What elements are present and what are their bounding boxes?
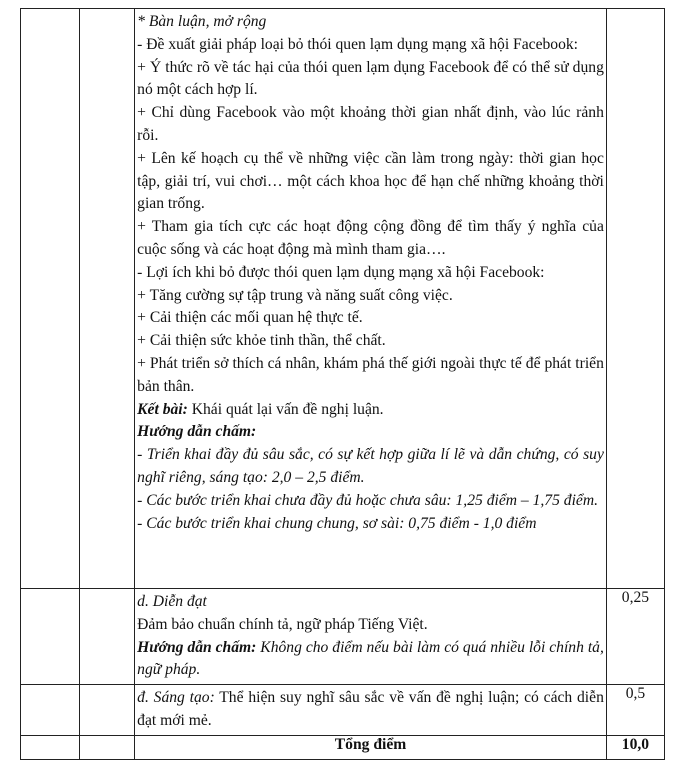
conclusion-line xyxy=(137,399,604,422)
grading-guide-line: - Triển khai đầy đủ sâu sắc, có sự kết hợp giữa lí lẽ và dẫn chứng, có suy nghĩ riêng, sáng tạo: 2,0 – 2,5 điểm. xyxy=(137,446,604,486)
rubric-line: + Phát triển sở thích cá nhân, khám phá thế giới ngoài thực tế để phát triển bản thân. xyxy=(137,354,604,395)
grading-rubric-table xyxy=(20,8,665,760)
conclusion-text: Khái quát lại vấn đề nghị luận. xyxy=(187,400,384,418)
section-title: d. Diễn đạt xyxy=(137,593,207,610)
score-value: 0,25 xyxy=(606,589,664,685)
score-value: 0,5 xyxy=(606,685,664,736)
rubric-row-expression xyxy=(21,589,665,685)
conclusion-label: Kết bài: xyxy=(137,400,188,418)
empty-cell xyxy=(80,589,135,685)
score-cell xyxy=(606,9,664,589)
empty-cell xyxy=(80,735,135,759)
grading-guide-heading: Hướng dẫn chấm: xyxy=(137,423,257,441)
section-title: đ. Sáng tạo: xyxy=(137,689,215,707)
content-cell xyxy=(135,9,607,589)
total-label: Tổng điểm xyxy=(135,735,607,759)
grading-guide-label: Hướng dẫn chấm: xyxy=(137,638,257,656)
empty-cell xyxy=(21,589,80,685)
rubric-row-creativity xyxy=(21,685,665,736)
rubric-line: + Lên kế hoạch cụ thể về những việc cần làm trong ngày: thời gian học tập, giải trí, vui chơi… một cách khoa học để hạn chế những khoảng thời gian trống. xyxy=(137,149,604,213)
grading-guide-line: - Các bước triển khai chưa đầy đủ hoặc chưa sâu: 1,25 điểm – 1,75 điểm. xyxy=(137,491,599,509)
empty-cell xyxy=(80,685,135,736)
total-score: 10,0 xyxy=(606,735,664,759)
rubric-row-discussion xyxy=(21,9,665,589)
grading-guide-line xyxy=(137,637,604,683)
section-line xyxy=(137,687,604,733)
content-cell xyxy=(135,685,607,736)
rubric-line: + Ý thức rõ về tác hại của thói quen lạm dụng Facebook để có thể sử dụng nó một cách hợp lí. xyxy=(137,58,604,99)
section-text: Thể hiện suy nghĩ sâu sắc về vấn đề nghị luận; có cách diễn đạt mới mẻ. xyxy=(137,689,604,729)
grading-guide-line: - Các bước triển khai chung chung, sơ sài: 0,75 điểm - 1,0 điểm xyxy=(137,514,537,532)
grading-guide-text: Không cho điểm nếu bài làm có quá nhiều lỗi chính tả, ngữ pháp. xyxy=(137,638,604,679)
section-heading: * Bàn luận, mở rộng xyxy=(137,13,267,30)
empty-cell xyxy=(21,735,80,759)
rubric-row-total xyxy=(21,735,665,759)
rubric-line: - Đề xuất giải pháp loại bỏ thói quen lạm dụng mạng xã hội Facebook: xyxy=(137,35,579,53)
empty-cell xyxy=(80,9,135,589)
rubric-line: + Tham gia tích cực các hoạt động cộng đồng để tìm thấy ý nghĩa của cuộc sống và các hoạt động mà mình tham gia…. xyxy=(137,218,604,258)
rubric-line: - Lợi ích khi bỏ được thói quen lạm dụng mạng xã hội Facebook: xyxy=(137,263,545,281)
content-cell xyxy=(135,589,607,685)
empty-cell xyxy=(21,685,80,736)
empty-cell xyxy=(21,9,80,589)
section-text: Đảm bảo chuẩn chính tả, ngữ pháp Tiếng Việt. xyxy=(137,615,428,633)
rubric-line: + Cải thiện sức khỏe tinh thần, thể chất. xyxy=(137,332,386,350)
rubric-line: + Tăng cường sự tập trung và năng suất công việc. xyxy=(137,286,453,304)
rubric-line: + Cải thiện các mối quan hệ thực tế. xyxy=(137,309,363,327)
rubric-line: + Chỉ dùng Facebook vào một khoảng thời gian nhất định, vào lúc rảnh rỗi. xyxy=(137,104,604,144)
